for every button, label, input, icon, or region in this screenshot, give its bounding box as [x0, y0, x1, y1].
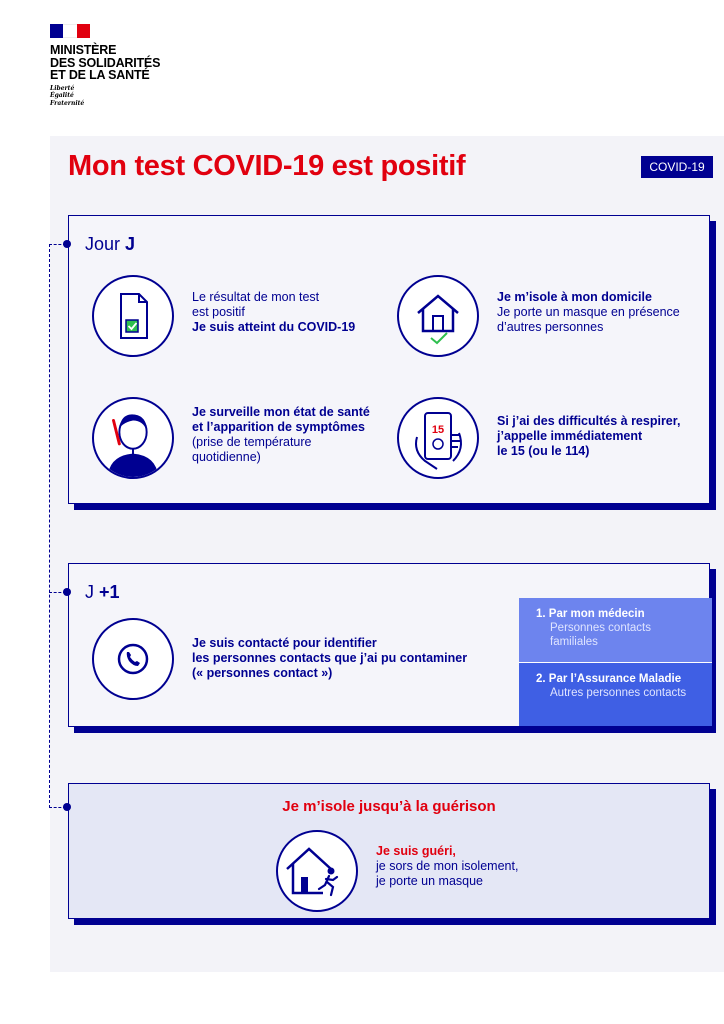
isolation-title: Je m’isole jusqu’à la guérison	[282, 798, 496, 815]
contact-by-insurance: 2. Par l’Assurance Maladie Autres personnes contacts	[519, 662, 712, 726]
page-title: Mon test COVID-19 est positif	[68, 150, 466, 182]
day-j1-label: J +1	[85, 582, 120, 602]
french-flag-icon	[50, 24, 90, 38]
house-exit-icon	[276, 830, 358, 912]
isolate-home-text: Je m’isole à mon domicile Je porte un masque en présence d’autres personnes	[497, 290, 680, 334]
motto: Liberté Égalité Fraternité	[50, 84, 85, 107]
contact-tracing-text: Je suis contacté pour identifier les personnes contacts que j’ai pu contaminer (« personnes contact »)	[192, 636, 468, 680]
thermometer-person-icon	[92, 397, 174, 479]
ministry-logo	[50, 24, 190, 107]
recovered-text: Je suis guéri, je sors de mon isolement, je porte un masque	[376, 844, 519, 888]
contact-by-doctor: 1. Par mon médecin Personnes contacts familiales	[519, 598, 712, 662]
house-check-icon	[397, 275, 479, 357]
timeline-dot	[63, 240, 71, 248]
contacts-box	[519, 598, 712, 726]
timeline-line	[49, 244, 50, 808]
monitor-health-text: Je surveille mon état de santé et l’apparition de symptômes (prise de température quotidienne)	[192, 405, 370, 464]
phone-15-icon	[397, 397, 479, 479]
day-j-label: Jour J	[85, 234, 136, 254]
ministry-name: MINISTÈRE DES SOLIDARITÉS ET DE LA SANTÉ	[50, 43, 161, 82]
phone-icon	[92, 618, 174, 700]
covid-tag: COVID-19	[641, 156, 713, 178]
breathing-difficulty-text: Si j’ai des difficultés à respirer, j’appelle immédiatement le 15 (ou le 114)	[497, 414, 681, 458]
timeline-dot	[63, 588, 71, 596]
test-result-text: Le résultat de mon test est positif Je suis atteint du COVID-19	[192, 290, 356, 334]
phone-number-text: 15	[431, 424, 445, 436]
document-check-icon	[92, 275, 174, 357]
